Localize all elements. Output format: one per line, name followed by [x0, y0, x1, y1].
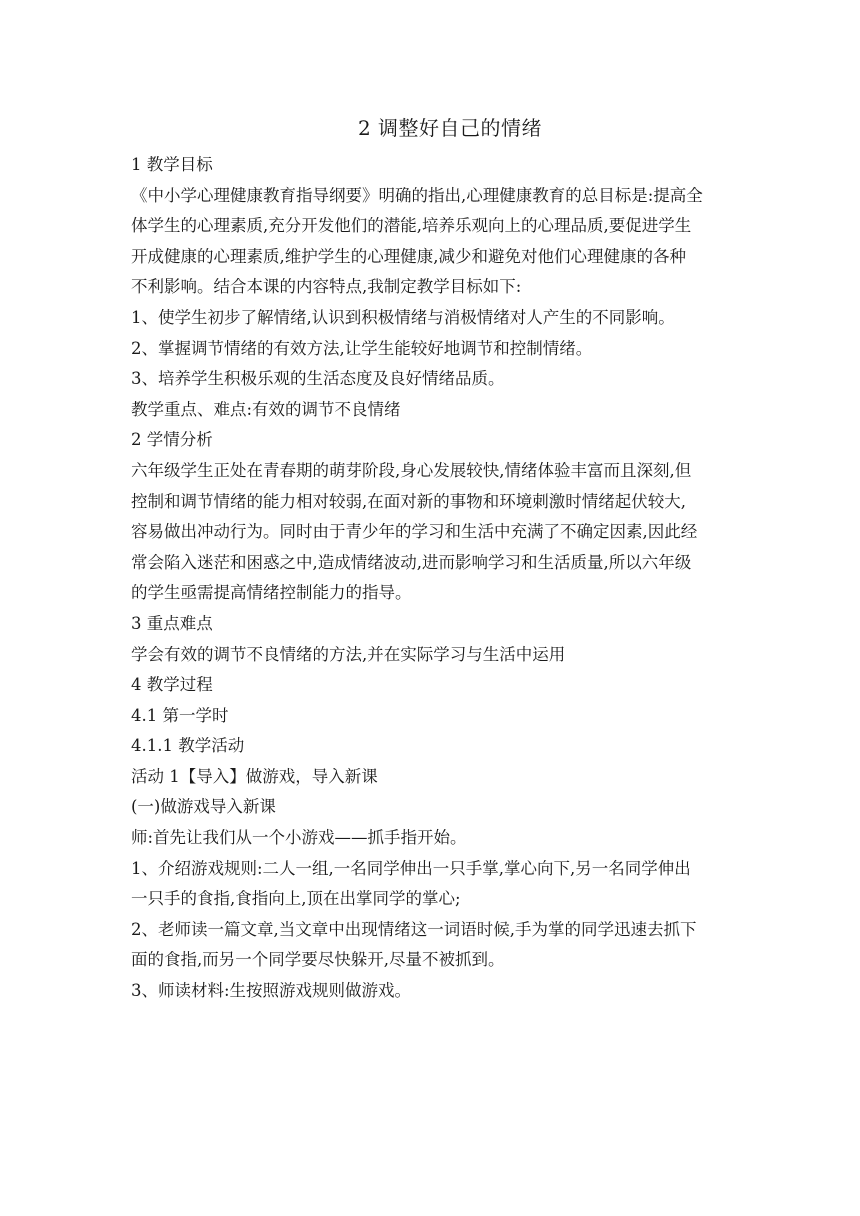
section-heading-teaching-process: 4 教学过程 — [131, 675, 213, 695]
paragraph-line: 容易做出冲动行为。同时由于青少年的学习和生活中充满了不确定因素,因此经 — [131, 522, 698, 542]
paragraph-line: 开成健康的心理素质,维护学生的心理健康,减少和避免对他们心理健康的各种 — [131, 246, 686, 266]
paragraph-line: 的学生亟需提高情绪控制能力的指导。 — [131, 583, 412, 603]
subsection-heading: 4.1 第一学时 — [131, 705, 229, 725]
subsection-heading: 4.1.1 教学活动 — [131, 736, 245, 756]
document-title: 2 调整好自己的情绪 — [357, 116, 543, 140]
paragraph-line: 六年级学生正处在青春期的萌芽阶段,身心发展较快,情绪体验丰富而且深刻,但 — [131, 460, 692, 480]
key-points-line: 教学重点、难点:有效的调节不良情绪 — [131, 399, 401, 419]
paragraph-line: 3、师读材料:生按照游戏规则做游戏。 — [131, 981, 412, 1001]
paragraph-line: 一只手的食指,食指向上,顶在出掌同学的掌心; — [131, 889, 461, 909]
paragraph-line: 不利影响。结合本课的内容特点,我制定教学目标如下: — [131, 277, 522, 297]
paragraph-line: 体学生的心理素质,充分开发他们的潜能,培养乐观向上的心理品质,要促进学生 — [131, 216, 692, 236]
goal-item-2: 2、掌握调节情绪的有效方法,让学生能较好地调节和控制情绪。 — [131, 338, 593, 358]
paragraph-line: 面的食指,而另一个同学要尽快躲开,尽量不被抓到。 — [131, 950, 505, 970]
goal-item-1: 1、使学生初步了解情绪,认识到积极情绪与消极情绪对人产生的不同影响。 — [131, 307, 675, 327]
section-heading-teaching-goals: 1 教学目标 — [131, 155, 213, 174]
goal-item-3: 3、培养学生积极乐观的生活态度及良好情绪品质。 — [131, 369, 505, 389]
paragraph-line: 2、老师读一篇文章,当文章中出现情绪这一词语时候,手为掌的同学迅速去抓下 — [131, 919, 697, 939]
document-body — [131, 150, 731, 1007]
paragraph-line: (一)做游戏导入新课 — [131, 797, 276, 817]
activity-heading: 活动 1【导入】做游戏，导入新课 — [131, 766, 378, 786]
section-heading-key-difficulties: 3 重点难点 — [131, 613, 213, 633]
paragraph-line: 1、介绍游戏规则:二人一组,一名同学伸出一只手掌,掌心向下,另一名同学伸出 — [131, 858, 691, 878]
section-heading-student-analysis: 2 学情分析 — [131, 430, 213, 450]
paragraph-line: 控制和调节情绪的能力相对较弱,在面对新的事物和环境刺激时情绪起伏较大, — [131, 491, 686, 511]
paragraph-line: 师:首先让我们从一个小游戏——抓手指开始。 — [131, 828, 467, 848]
paragraph-line: 学会有效的调节不良情绪的方法,并在实际学习与生活中运用 — [131, 644, 566, 664]
paragraph-line: 常会陷入迷茫和困惑之中,造成情绪波动,进而影响学习和生活质量,所以六年级 — [131, 552, 692, 572]
paragraph-line: 《中小学心理健康教育指导纲要》明确的指出,心理健康教育的总目标是:提高全 — [131, 185, 703, 205]
